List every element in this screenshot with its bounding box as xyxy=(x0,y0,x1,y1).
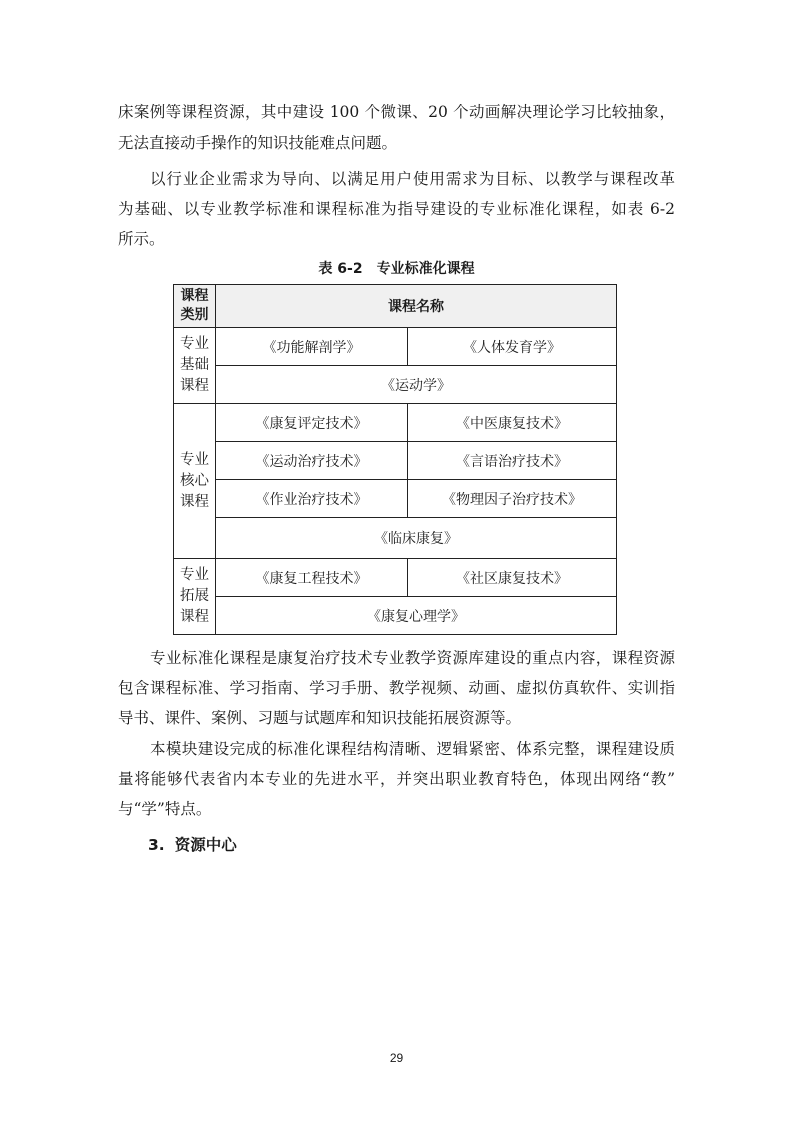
table-row xyxy=(174,518,617,559)
course-cell: 《人体发育学》 xyxy=(408,328,617,366)
category-line: 课程 xyxy=(180,493,209,510)
category-line: 基础 xyxy=(180,357,209,373)
section-heading-title: 资源中心 xyxy=(174,836,237,854)
table-row xyxy=(174,404,617,442)
course-cell: 《康复评定技术》 xyxy=(216,404,408,442)
paragraph-4-line-3: 与“学”特点。 xyxy=(118,800,212,818)
paragraph-4-line-1: 本模块建设完成的标准化课程结构清晰、逻辑紧密、体系完整，课程建设质 xyxy=(150,740,675,758)
course-cell: 《中医康复技术》 xyxy=(408,404,617,442)
header-category-line: 课程 xyxy=(180,288,209,304)
table-row xyxy=(174,328,617,366)
paragraph-3-line-1: 专业标准化课程是康复治疗技术专业教学资源库建设的重点内容，课程资源 xyxy=(150,649,675,667)
course-cell: 《康复心理学》 xyxy=(216,597,617,635)
table-row xyxy=(174,442,617,480)
course-cell: 《功能解剖学》 xyxy=(216,328,408,366)
category-line: 专业 xyxy=(180,451,209,468)
header-category-cell xyxy=(174,285,216,328)
table-caption-number: 表 6-2 xyxy=(318,261,363,277)
course-cell: 《临床康复》 xyxy=(216,518,617,559)
category-line: 拓展 xyxy=(180,588,209,604)
course-table xyxy=(173,284,617,635)
table-row xyxy=(174,480,617,518)
course-cell: 《作业治疗技术》 xyxy=(216,480,408,518)
course-cell: 《物理因子治疗技术》 xyxy=(408,480,617,518)
table-row xyxy=(174,597,617,635)
course-cell: 《言语治疗技术》 xyxy=(408,442,617,480)
course-cell: 《运动治疗技术》 xyxy=(216,442,408,480)
category-line: 专业 xyxy=(180,567,209,583)
category-cell-extension xyxy=(174,559,216,635)
section-heading-number: 3. xyxy=(148,836,165,854)
paragraph-3-line-2: 包含课程标准、学习指南、学习手册、教学视频、动画、虚拟仿真软件、实训指 xyxy=(118,679,675,697)
category-cell-core xyxy=(174,404,216,559)
page-number: 29 xyxy=(389,1051,404,1065)
category-line: 核心 xyxy=(180,472,209,489)
header-name-cell: 课程名称 xyxy=(216,285,617,328)
table-row xyxy=(174,366,617,404)
category-line: 课程 xyxy=(180,378,209,394)
course-cell: 《社区康复技术》 xyxy=(408,559,617,597)
table-caption xyxy=(0,258,793,278)
intro-line-2: 无法直接动手操作的知识技能难点问题。 xyxy=(118,134,398,152)
section-heading xyxy=(148,833,237,855)
paragraph-4-line-2: 量将能够代表省内本专业的先进水平，并突出职业教育特色，体现出网络“教” xyxy=(118,770,675,788)
header-category-line: 类别 xyxy=(180,307,209,323)
table-header-row xyxy=(174,285,617,328)
intro-line-1: 床案例等课程资源，其中建设 100 个微课、20 个动画解决理论学习比较抽象， xyxy=(118,103,675,121)
paragraph-2-line-2: 为基础、以专业教学标准和课程标准为指导建设的专业标准化课程，如表 6-2 xyxy=(118,200,675,218)
category-line: 课程 xyxy=(180,609,209,625)
paragraph-2-line-3: 所示。 xyxy=(118,230,165,248)
course-cell: 《康复工程技术》 xyxy=(216,559,408,597)
paragraph-3-line-3: 导书、课件、案例、习题与试题库和知识技能拓展资源等。 xyxy=(118,709,522,727)
category-line: 专业 xyxy=(180,336,209,352)
paragraph-2-line-1: 以行业企业需求为导向、以满足用户使用需求为目标、以教学与课程改革 xyxy=(150,170,675,188)
table-row xyxy=(174,559,617,597)
category-cell-basic xyxy=(174,328,216,404)
table-caption-title: 专业标准化课程 xyxy=(376,261,475,277)
course-cell: 《运动学》 xyxy=(216,366,617,404)
